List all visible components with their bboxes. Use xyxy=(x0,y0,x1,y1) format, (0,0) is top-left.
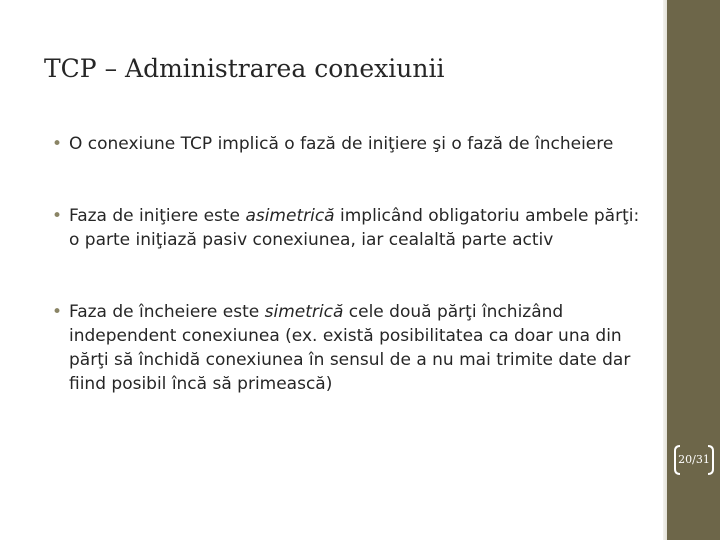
bullet-text xyxy=(69,206,639,250)
bullet-text xyxy=(69,302,630,394)
bullet-list xyxy=(52,132,647,396)
bullet-item xyxy=(52,204,647,252)
bullet-item xyxy=(52,132,647,156)
bullet-text-plain: O conexiune TCP implică o fază de iniţiere şi o fază de încheiere xyxy=(69,134,614,154)
page-number-badge xyxy=(671,443,717,477)
bullet-item xyxy=(52,300,647,396)
bullet-marker: • xyxy=(52,206,63,226)
bullet-marker: • xyxy=(52,302,63,322)
bullet-text xyxy=(69,134,613,154)
bullet-text-italic: asimetrică xyxy=(245,206,335,226)
bullet-marker: • xyxy=(52,134,63,154)
bullet-text-plain-end: implicând obligatoriu ambele părţi: o parte iniţiază pasiv conexiunea, iar cealaltă parte activ xyxy=(69,206,640,250)
bullet-text-plain: Faza de iniţiere este xyxy=(69,206,246,226)
slide-title: TCP – Administrarea conexiunii xyxy=(44,54,445,83)
bullet-text-plain: Faza de încheiere este xyxy=(69,302,265,322)
page-number: 20/31 xyxy=(678,453,710,466)
bullet-text-plain-end: cele două părţi închizând independent conexiunea (ex. există posibilitatea ca doar una din părţi să închidă conexiunea în sensul de a nu mai trimite date dar fiind posibil încă să primească) xyxy=(69,302,631,394)
bullet-text-italic: simetrică xyxy=(264,302,344,322)
